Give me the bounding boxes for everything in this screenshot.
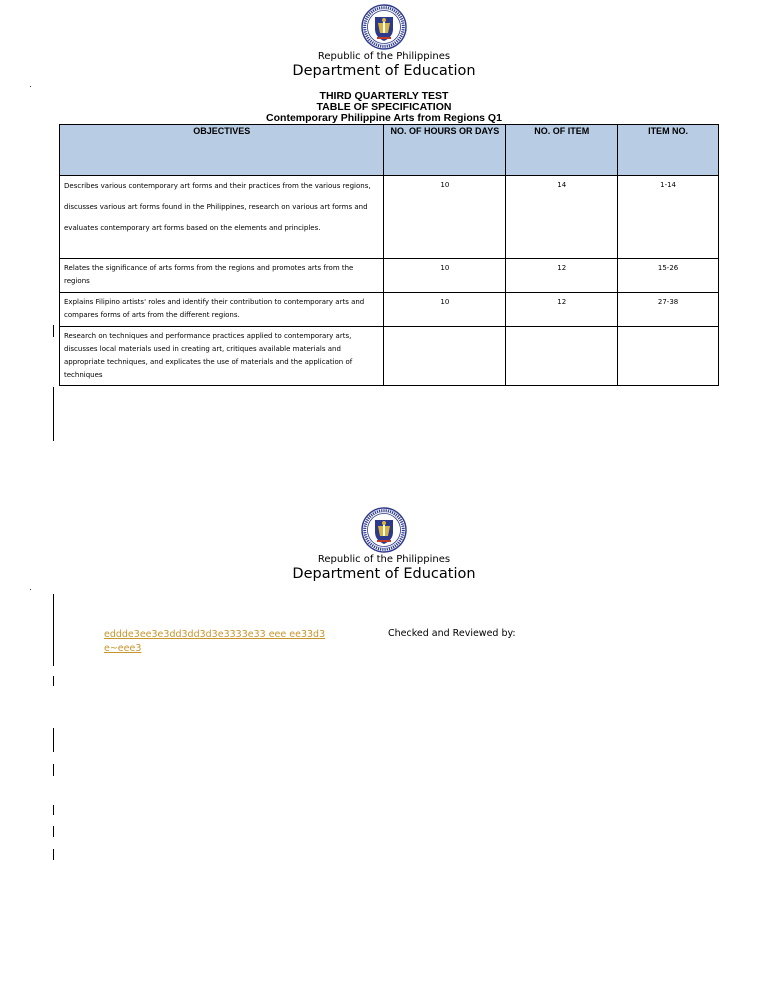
items-cell: 12	[506, 293, 618, 327]
deped-seal-icon	[361, 507, 407, 553]
hours-cell: 10	[384, 259, 506, 293]
hours-cell: 10	[384, 293, 506, 327]
checked-reviewed-label: Checked and Reviewed by:	[388, 628, 516, 639]
republic-label: Republic of the Philippines	[317, 51, 451, 62]
margin-bar	[53, 387, 54, 441]
deped-seal-icon	[361, 4, 407, 50]
prepared-by-link[interactable]	[104, 628, 325, 656]
item-no-cell: 27-38	[618, 293, 719, 327]
header-item-no: ITEM NO.	[618, 125, 719, 176]
margin-bar	[53, 325, 54, 337]
test-title: THIRD QUARTERLY TEST	[319, 90, 449, 102]
margin-mark	[30, 589, 31, 590]
margin-bar	[53, 764, 54, 776]
margin-bar	[53, 728, 54, 752]
header-hours: NO. OF HOURS OR DAYS	[384, 125, 506, 176]
margin-bar	[53, 849, 54, 860]
margin-bar	[53, 826, 54, 837]
items-cell	[506, 327, 618, 386]
objective-cell: Explains Filipino artists' roles and identify their contribution to contemporary arts and compares forms of arts from the different regions.	[60, 293, 384, 327]
margin-bar	[53, 594, 54, 666]
link-line-1[interactable]: eddde3ee3e3dd3dd3d3e3333e33 eee ee33d3	[104, 629, 326, 640]
subject-title: Contemporary Philippine Arts from Regions Q1	[266, 112, 502, 124]
header-objectives: OBJECTIVES	[60, 125, 384, 176]
objective-cell: Research on techniques and performance practices applied to contemporary arts, discusses local materials used in creating art, critiques available materials and appropriate techniques, and explicates the use of materials and the application of techniques	[60, 327, 384, 386]
specification-table	[59, 124, 719, 386]
objective-cell: Describes various contemporary art forms and their practices from the various regions, discusses various art forms found in the Philippines, research on various art forms and evaluates contemporary art forms based on the elements and principles.	[60, 176, 384, 259]
hours-cell	[384, 327, 506, 386]
items-cell: 12	[506, 259, 618, 293]
items-cell: 14	[506, 176, 618, 259]
item-no-cell: 15-26	[618, 259, 719, 293]
table-row	[60, 259, 719, 293]
link-line-2[interactable]: e~eee3	[104, 643, 142, 654]
item-no-cell: 1-14	[618, 176, 719, 259]
republic-label: Republic of the Philippines	[317, 554, 451, 565]
department-title: Department of Education	[292, 566, 476, 582]
department-title: Department of Education	[292, 63, 476, 79]
margin-mark	[30, 86, 31, 87]
table-row	[60, 327, 719, 386]
objective-cell: Relates the significance of arts forms from the regions and promotes arts from the regions	[60, 259, 384, 293]
table-row	[60, 293, 719, 327]
hours-cell: 10	[384, 176, 506, 259]
margin-bar	[53, 805, 54, 815]
header-items: NO. OF ITEM	[506, 125, 618, 176]
table-row	[60, 176, 719, 259]
item-no-cell	[618, 327, 719, 386]
tos-title: TABLE OF SPECIFICATION	[316, 101, 452, 113]
table-header-row	[60, 125, 719, 176]
margin-bar	[53, 676, 54, 686]
